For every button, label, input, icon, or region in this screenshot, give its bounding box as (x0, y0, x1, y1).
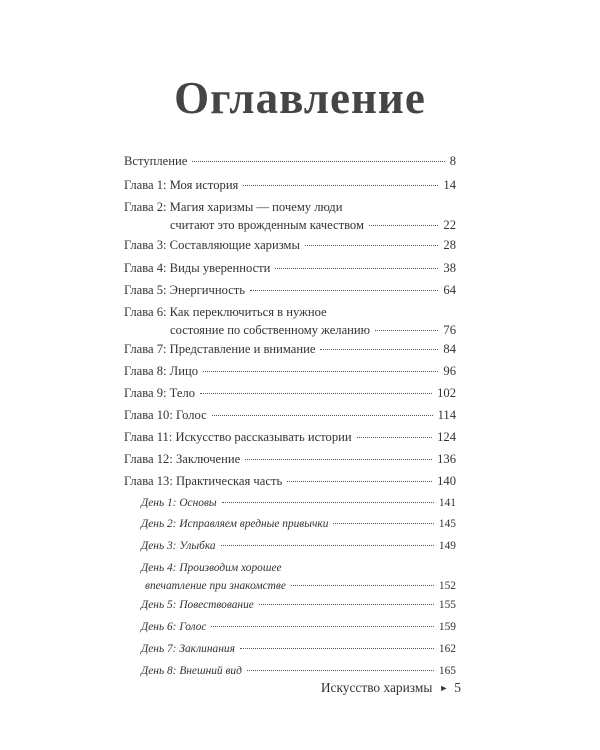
toc-chapter-entry (124, 428, 456, 446)
toc-entry-title: День 8: Внешний вид (141, 665, 242, 677)
toc-page-number: 152 (438, 580, 456, 592)
toc-page-number: 38 (443, 261, 456, 275)
toc-entry-title: Глава 4: Виды уверенности (124, 261, 271, 275)
dot-leader (375, 330, 438, 331)
toc-entry-title: День 6: Голос (141, 621, 207, 633)
toc-line (124, 281, 456, 299)
dot-leader (221, 545, 434, 546)
toc-page-number: 22 (443, 218, 456, 232)
toc-entry-title: День 1: Основы (141, 497, 217, 509)
toc-page-number: 84 (443, 342, 456, 356)
toc-page-number: 162 (438, 643, 456, 655)
footer-page-number: 5 (454, 680, 461, 695)
toc-page-number: 102 (437, 386, 456, 400)
toc-entry-title: считают это врожденным качеством (170, 218, 364, 232)
dot-leader (320, 349, 438, 350)
toc-line (124, 340, 456, 358)
toc-page-number: 149 (438, 540, 456, 552)
toc-line (124, 176, 456, 194)
toc-line (141, 577, 456, 595)
toc-day-entry (141, 662, 456, 680)
toc-page-number: 8 (449, 154, 456, 168)
toc-line (124, 406, 456, 424)
toc-entry-title: Глава 7: Представление и внимание (124, 342, 316, 356)
toc-line (141, 494, 456, 512)
toc-chapter-entry (124, 176, 456, 194)
toc-chapter-entry (124, 384, 456, 402)
toc-entry-title: Глава 12: Заключение (124, 452, 241, 466)
toc-entry-title: Глава 5: Энергичность (124, 283, 246, 297)
toc-page-number: 124 (437, 430, 456, 444)
toc-page-number: 114 (437, 408, 456, 422)
toc-page-number: 64 (443, 283, 456, 297)
toc-line (124, 236, 456, 254)
toc-line (141, 618, 456, 636)
toc-entry-title: Глава 6: Как переключиться в нужное (124, 305, 327, 319)
toc-page-number: 155 (438, 599, 456, 611)
toc-line (124, 384, 456, 402)
toc-chapter-entry (124, 362, 456, 380)
toc-entry-title: День 2: Исправляем вредные привычки (141, 518, 329, 530)
table-of-contents (124, 0, 456, 750)
toc-entry-title: День 7: Заклинания (141, 643, 235, 655)
dot-leader (369, 225, 438, 226)
toc-page-number: 159 (438, 621, 456, 633)
toc-entry-title: День 3: Улыбка (141, 540, 216, 552)
dot-leader (247, 670, 434, 671)
toc-day-entry (141, 537, 456, 555)
toc-day-entry (141, 640, 456, 658)
toc-chapter-entry (124, 152, 456, 170)
toc-line (141, 640, 456, 658)
footer-book-title: Искусство харизмы (320, 680, 433, 695)
toc-line (124, 472, 456, 490)
toc-entry-title: Глава 2: Магия харизмы — почему люди (124, 200, 343, 214)
toc-chapter-entry (124, 259, 456, 277)
toc-chapter-entry (124, 303, 456, 339)
toc-page-number: 165 (438, 665, 456, 677)
toc-line (141, 515, 456, 533)
toc-entry-title: День 5: Повествование (141, 599, 254, 611)
dot-leader (240, 648, 434, 649)
page-title: Оглавление (174, 73, 426, 123)
dot-leader (211, 626, 433, 627)
toc-line (141, 537, 456, 555)
dot-leader (212, 415, 433, 416)
toc-chapter-entry (124, 281, 456, 299)
toc-entry-title: Глава 11: Искусство рассказывать истории (124, 430, 352, 444)
toc-line (141, 559, 456, 577)
toc-page-number: 76 (443, 323, 456, 337)
dot-leader (357, 437, 433, 438)
toc-line (124, 303, 456, 321)
toc-page-number: 136 (437, 452, 456, 466)
toc-line (124, 428, 456, 446)
dot-leader (250, 290, 438, 291)
dot-leader (192, 161, 444, 162)
toc-day-entry (141, 618, 456, 636)
toc-line (124, 450, 456, 468)
toc-line (141, 596, 456, 614)
toc-entry-title: состояние по собственному желанию (170, 323, 371, 337)
toc-line (141, 662, 456, 680)
toc-day-entry (141, 494, 456, 512)
dot-leader (333, 523, 433, 524)
toc-entry-title: Глава 9: Тело (124, 386, 196, 400)
toc-page-number: 141 (438, 497, 456, 509)
toc-page-number: 140 (437, 474, 456, 488)
toc-entry-title: Глава 10: Голос (124, 408, 207, 422)
toc-chapter-entry (124, 236, 456, 254)
toc-page-number: 28 (443, 238, 456, 252)
toc-chapter-entry (124, 198, 456, 234)
toc-chapter-entry (124, 340, 456, 358)
toc-chapter-entry (124, 450, 456, 468)
toc-line (124, 259, 456, 277)
toc-page-number: 96 (443, 364, 456, 378)
toc-line (124, 198, 456, 216)
toc-chapter-entry (124, 472, 456, 490)
toc-line (124, 152, 456, 170)
dot-leader (245, 459, 432, 460)
toc-entry-title: впечатление при знакомстве (145, 580, 286, 592)
toc-day-entry (141, 515, 456, 533)
dot-leader (222, 502, 434, 503)
toc-chapter-entry (124, 406, 456, 424)
running-footer (321, 680, 461, 696)
toc-entry-title: Глава 13: Практическая часть (124, 474, 283, 488)
toc-entry-title: Глава 3: Составляющие харизмы (124, 238, 300, 252)
toc-line (124, 362, 456, 380)
toc-page-number: 14 (443, 178, 456, 192)
dot-leader (275, 268, 438, 269)
toc-entry-title: День 4: Производим хорошее (141, 562, 282, 574)
dot-leader (305, 245, 438, 246)
dot-leader (200, 393, 432, 394)
toc-entry-title: Вступление (124, 154, 188, 168)
dot-leader (203, 371, 438, 372)
dot-leader (287, 481, 432, 482)
dot-leader (243, 185, 438, 186)
toc-line (124, 321, 456, 339)
triangle-icon: ► (439, 683, 449, 693)
toc-line (124, 216, 456, 234)
toc-page-number: 145 (438, 518, 456, 530)
dot-leader (259, 604, 434, 605)
toc-entry-title: Глава 1: Моя история (124, 178, 239, 192)
dot-leader (291, 585, 434, 586)
toc-day-entry (141, 559, 456, 595)
toc-entry-title: Глава 8: Лицо (124, 364, 198, 378)
toc-day-entry (141, 596, 456, 614)
